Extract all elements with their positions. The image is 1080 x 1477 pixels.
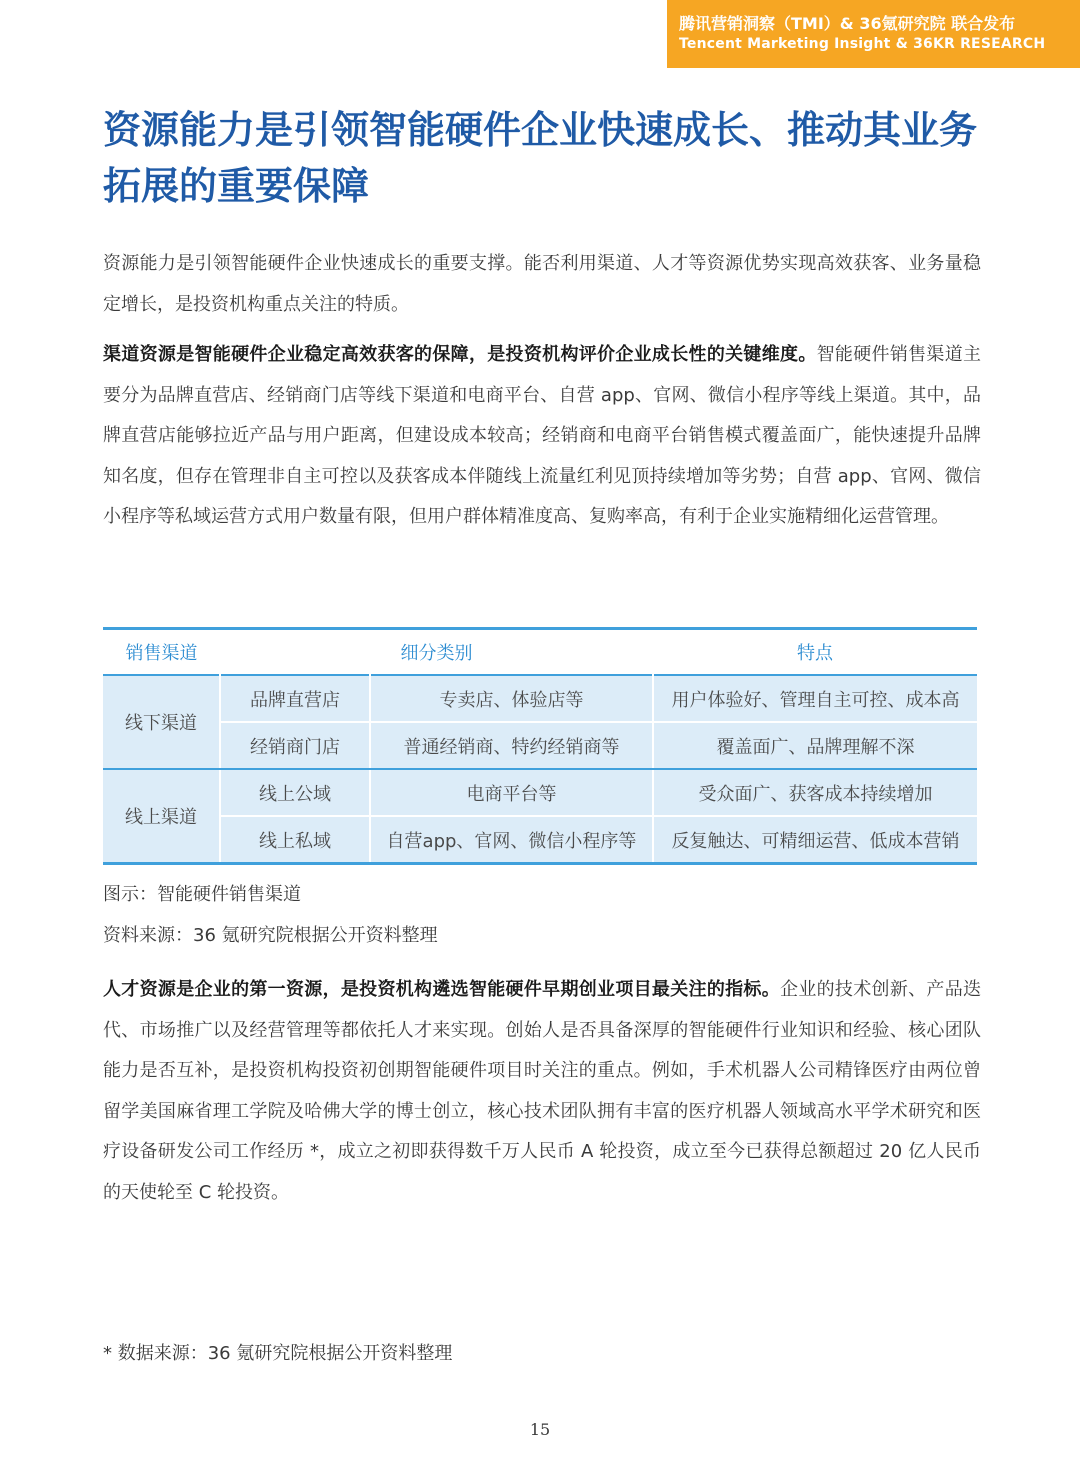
table-row: [103, 816, 977, 864]
table-cell-channel: 线上公域: [220, 769, 370, 816]
group-online: 线上渠道: [103, 769, 220, 864]
header-subcategory: 细分类别: [400, 643, 473, 664]
header-channel: 销售渠道: [125, 643, 198, 664]
table-cell-feature: 受众面广、获客成本持续增加: [653, 769, 977, 816]
table-header-row: [103, 629, 977, 676]
talent-paragraph-lead: 人才资源是企业的第一资源，是投资机构遴选智能硬件早期创业项目最关注的指标。: [103, 979, 781, 1000]
intro-paragraph: 资源能力是引领智能硬件企业快速成长的重要支撑。能否利用渠道、人才等资源优势实现高效获客、业务量稳定增长，是投资机构重点关注的特质。: [103, 253, 981, 315]
table-cell-feature: 反复触达、可精细运营、低成本营销: [653, 816, 977, 864]
footnote: * 数据来源：36 氪研究院根据公开资料整理: [103, 1343, 453, 1364]
figure-caption: 图示：智能硬件销售渠道: [103, 884, 301, 905]
table-row: [103, 722, 977, 769]
channel-paragraph-lead: 渠道资源是智能硬件企业稳定高效获客的保障，是投资机构评价企业成长性的关键维度。: [103, 344, 817, 365]
table-cell-sub: 自营app、官网、微信小程序等: [370, 816, 653, 864]
table-row: [103, 675, 977, 722]
table-cell-channel: 经销商门店: [220, 722, 370, 769]
figure-source: 资料来源：36 氪研究院根据公开资料整理: [103, 925, 438, 946]
publisher-banner-en: Tencent Marketing Insight & 36KR RESEARCH: [679, 36, 1046, 52]
table-cell-sub: 专卖店、体验店等: [370, 675, 653, 722]
table-cell-feature: 用户体验好、管理自主可控、成本高: [653, 675, 977, 722]
sales-channel-table: [103, 627, 977, 865]
publisher-banner: [667, 0, 1080, 68]
table-cell-channel: 品牌直营店: [220, 675, 370, 722]
group-offline: 线下渠道: [103, 675, 220, 769]
table-cell-feature: 覆盖面广、品牌理解不深: [653, 722, 977, 769]
publisher-banner-cn: 腾讯营销洞察（TMI）& 36氪研究院 联合发布: [679, 14, 1016, 33]
channel-paragraph: [103, 335, 981, 538]
table-row: [103, 769, 977, 816]
table-cell-channel: 线上私域: [220, 816, 370, 864]
page-title: 资源能力是引领智能硬件企业快速成长、推动其业务拓展的重要保障: [103, 108, 978, 208]
table-cell-sub: 普通经销商、特约经销商等: [370, 722, 653, 769]
header-feature: 特点: [797, 643, 833, 664]
channel-paragraph-body: 智能硬件销售渠道主要分为品牌直营店、经销商门店等线下渠道和电商平台、自营 app、官网、微信小程序等线上渠道。其中，品牌直营店能够拉近产品与用户距离，但建设成本较高；经销商和电商平台销售模式覆盖面广，能快速提升品牌知名度，但存在管理非自主可控以及获客成本伴随线上流量红利见顶持续增加等劣势；自营 app、官网、微信小程序等私域运营方式用户数量有限，但用户群体精准度高、复购率高，有利于企业实施精细化运营管理。: [103, 344, 982, 527]
page-number: 15: [529, 1420, 551, 1439]
talent-paragraph: [103, 970, 981, 1213]
table-cell-sub: 电商平台等: [370, 769, 653, 816]
talent-paragraph-body: 企业的技术创新、产品迭代、市场推广以及经营管理等都依托人才来实现。创始人是否具备深厚的智能硬件行业知识和经验、核心团队能力是否互补，是投资机构投资初创期智能硬件项目时关注的重点。例如，手术机器人公司精锋医疗由两位曾留学美国麻省理工学院及哈佛大学的博士创立，核心技术团队拥有丰富的医疗机器人领域高水平学术研究和医疗设备研发公司工作经历 *，成立之初即获得数千万人民币 A 轮投资，成立至今已获得总额超过 20 亿人民币的天使轮至 C 轮投资。: [103, 979, 982, 1203]
